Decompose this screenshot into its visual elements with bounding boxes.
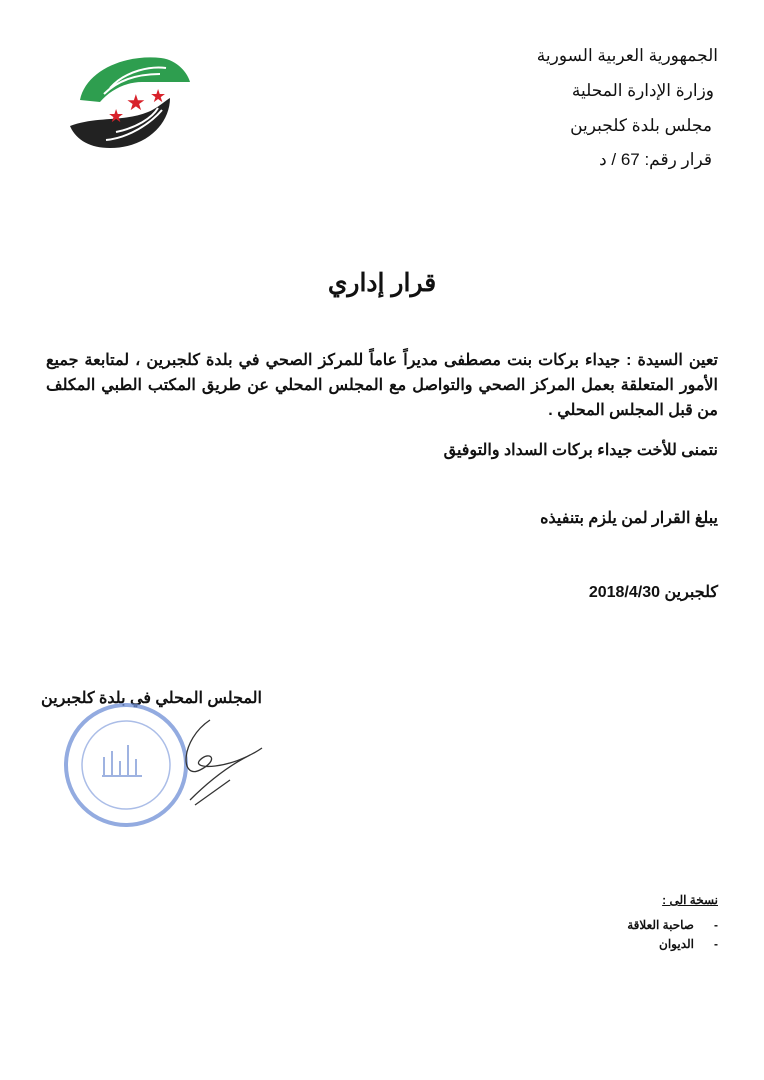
svg-text:★: ★ bbox=[150, 86, 167, 106]
notify-line: يبلغ القرار لمن يلزم بتنفيذه bbox=[540, 510, 718, 527]
copies-heading: نسخة الى : bbox=[662, 893, 718, 907]
copy-item bbox=[627, 918, 718, 932]
header-ministry: وزارة الإدارة المحلية bbox=[571, 81, 714, 100]
copy-item-label: الديوان bbox=[659, 937, 694, 951]
decision-number: قرار رقم: 67 / د bbox=[599, 150, 712, 169]
header-council: مجلس بلدة كلجبرين bbox=[570, 116, 712, 135]
signature-icon bbox=[170, 710, 270, 820]
bullet-dash: - bbox=[694, 937, 718, 951]
svg-text:★: ★ bbox=[108, 106, 125, 126]
header-country: الجمهورية العربية السورية bbox=[536, 46, 718, 65]
copy-item-label: صاحبة العلاقة bbox=[627, 918, 694, 932]
signature-scribble bbox=[170, 710, 270, 825]
decision-paragraph: تعين السيدة : جيداء بركات بنت مصطفى مديراً عاماً للمركز الصحي في بلدة كلجبرين ، لمتابعة جميع الأمور المتعلقة بعمل المركز الصحي والتواصل مع المجلس المحلي عن طريق المكتب الطبي المكلف من قبل المجلس المحلي . bbox=[46, 352, 718, 419]
date-line: كلجبرين 2018/4/30 bbox=[588, 584, 718, 601]
svg-text:★: ★ bbox=[126, 90, 146, 115]
copy-item bbox=[659, 937, 718, 951]
logo bbox=[66, 52, 194, 156]
page-title: قرار إداري bbox=[327, 269, 437, 297]
wish-line: نتمنى للأخت جيداء بركات السداد والتوفيق bbox=[443, 442, 718, 459]
bullet-dash: - bbox=[694, 918, 718, 932]
hands-stars-logo-icon bbox=[66, 52, 194, 156]
signature-label: المجلس المحلي في بلدة كلجبرين bbox=[41, 690, 262, 707]
